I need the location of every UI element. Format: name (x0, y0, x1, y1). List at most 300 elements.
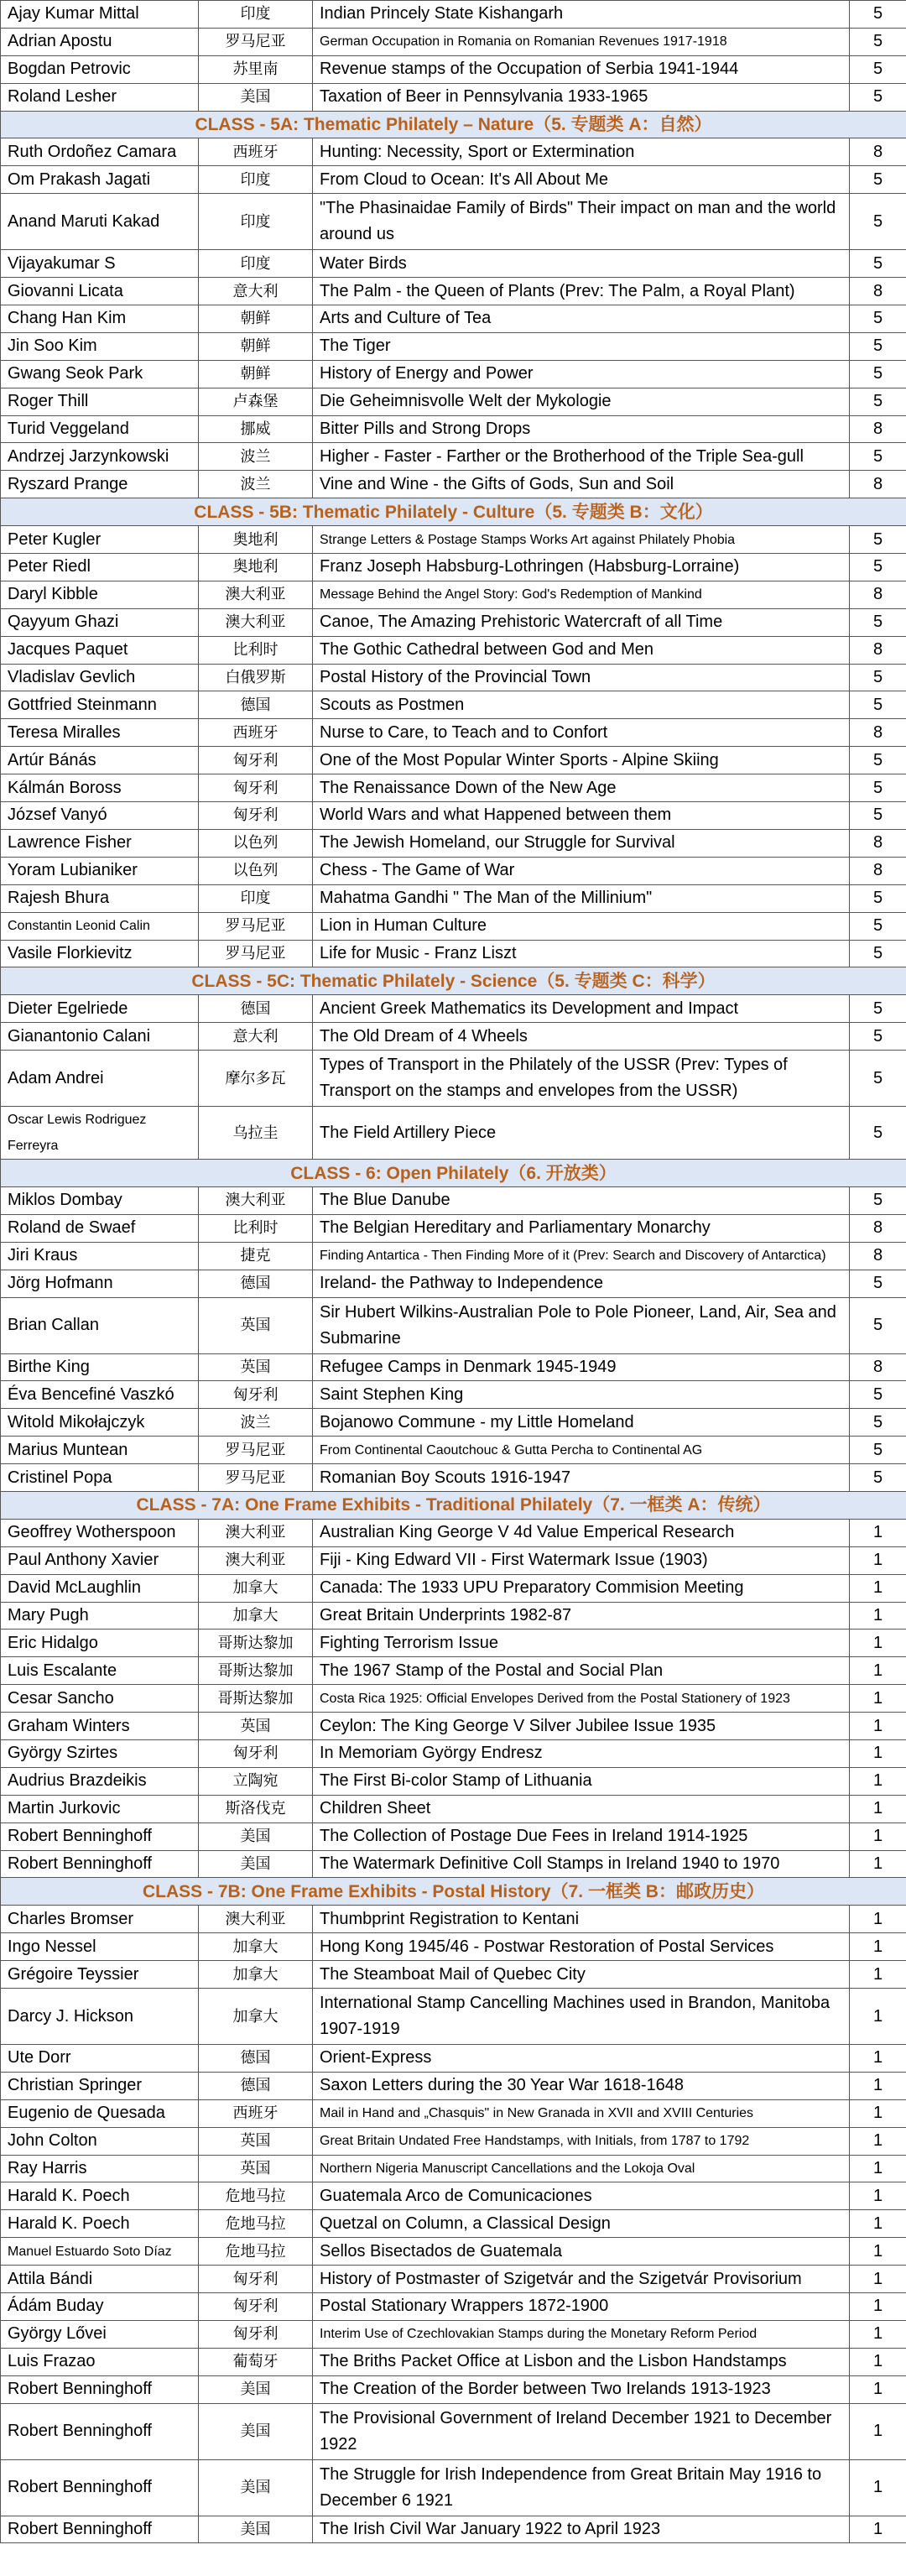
exhibitor-name: Qayyum Ghazi (1, 608, 199, 636)
exhibitor-country: 西班牙 (199, 138, 313, 166)
frame-count: 1 (850, 2375, 906, 2403)
exhibitor-name: John Colton (1, 2127, 199, 2155)
exhibitor-name: Chang Han Kim (1, 305, 199, 333)
exhibitor-country: 波兰 (199, 443, 313, 471)
exhibitor-name: Peter Riedl (1, 554, 199, 581)
exhibitor-country: 匈牙利 (199, 774, 313, 802)
exhibitor-country: 加拿大 (199, 1989, 313, 2045)
table-row (1, 1546, 906, 1574)
frame-count: 5 (850, 194, 906, 250)
exhibitor-country: 加拿大 (199, 1574, 313, 1602)
exhibit-title: Ancient Greek Mathematics its Development and Impact (313, 995, 850, 1023)
exhibitor-country: 比利时 (199, 636, 313, 664)
exhibitor-name: Robert Benninghoff (1, 1850, 199, 1878)
exhibit-title: The Belgian Hereditary and Parliamentary Monarchy (313, 1214, 850, 1242)
exhibit-title: The Renaissance Down of the New Age (313, 774, 850, 802)
exhibitor-country: 印度 (199, 250, 313, 278)
exhibitor-name: Ingo Nessel (1, 1933, 199, 1961)
class-header-label: CLASS - 5C: Thematic Philately - Science（5. 专题类 C：科学） (1, 967, 906, 995)
table-row (1, 1214, 906, 1242)
exhibitor-name: Daryl Kibble (1, 581, 199, 608)
frame-count: 1 (850, 2182, 906, 2210)
table-row (1, 1933, 906, 1961)
exhibitor-country: 印度 (199, 166, 313, 194)
table-row (1, 278, 906, 305)
exhibit-title: Postal Stationary Wrappers 1872-1900 (313, 2293, 850, 2321)
exhibitor-country: 危地马拉 (199, 2182, 313, 2210)
exhibitor-name: Paul Anthony Xavier (1, 1546, 199, 1574)
exhibitor-name: Jacques Paquet (1, 636, 199, 664)
exhibitor-name: Jörg Hofmann (1, 1270, 199, 1297)
table-row (1, 2045, 906, 2073)
exhibitor-name: Yoram Lubianiker (1, 857, 199, 884)
frame-count: 1 (850, 1546, 906, 1574)
exhibit-title: From Continental Caoutchouc & Gutta Percha to Continental AG (313, 1437, 850, 1464)
frame-count: 1 (850, 1657, 906, 1685)
exhibitor-name: Harald K. Poech (1, 2182, 199, 2210)
exhibitor-country: 英国 (199, 2127, 313, 2155)
table-row (1, 691, 906, 719)
table-row (1, 1023, 906, 1051)
exhibit-title: Romanian Boy Scouts 1916-1947 (313, 1464, 850, 1492)
frame-count: 5 (850, 664, 906, 691)
table-row (1, 857, 906, 884)
frame-count: 5 (850, 332, 906, 360)
exhibitor-country: 匈牙利 (199, 1381, 313, 1409)
exhibitor-country: 波兰 (199, 471, 313, 498)
exhibitor-country: 澳大利亚 (199, 608, 313, 636)
exhibitor-name: Brian Callan (1, 1297, 199, 1353)
exhibitor-name: Marius Muntean (1, 1437, 199, 1464)
table-row (1, 2375, 906, 2403)
exhibit-title: Taxation of Beer in Pennsylvania 1933-1965 (313, 83, 850, 111)
table-row (1, 2320, 906, 2348)
exhibit-title: The Briths Packet Office at Lisbon and the Lisbon Handstamps (313, 2348, 850, 2375)
class-header-label: CLASS - 7B: One Frame Exhibits - Postal History（7. 一框类 B：邮政历史） (1, 1878, 906, 1906)
exhibitor-country: 加拿大 (199, 1602, 313, 1630)
frame-count: 8 (850, 471, 906, 498)
frame-count: 5 (850, 28, 906, 55)
exhibitor-country: 斯洛伐克 (199, 1795, 313, 1822)
exhibitor-name: Rajesh Bhura (1, 884, 199, 912)
exhibit-title: Orient-Express (313, 2045, 850, 2073)
table-row (1, 1409, 906, 1437)
exhibitor-name: Harald K. Poech (1, 2210, 199, 2238)
exhibitor-country: 苏里南 (199, 55, 313, 83)
table-row (1, 2210, 906, 2238)
table-row (1, 995, 906, 1023)
table-row (1, 1630, 906, 1657)
exhibit-title: Refugee Camps in Denmark 1945-1949 (313, 1353, 850, 1381)
frame-count: 1 (850, 1795, 906, 1822)
exhibitor-country: 美国 (199, 83, 313, 111)
frame-count: 8 (850, 719, 906, 747)
exhibitor-name: Vladislav Gevlich (1, 664, 199, 691)
exhibitor-name: Dieter Egelriede (1, 995, 199, 1023)
exhibitor-name: Robert Benninghoff (1, 2459, 199, 2516)
exhibitor-country: 意大利 (199, 1023, 313, 1051)
exhibitor-country: 德国 (199, 2072, 313, 2099)
exhibitor-name: Mary Pugh (1, 1602, 199, 1630)
exhibit-title: Mail in Hand and „Chasquis" in New Granada in XVII and XVIII Centuries (313, 2099, 850, 2127)
exhibitor-country: 美国 (199, 1822, 313, 1850)
table-row (1, 1, 906, 29)
exhibitor-country: 加拿大 (199, 1961, 313, 1989)
frame-count: 5 (850, 1, 906, 29)
exhibitor-country: 立陶宛 (199, 1767, 313, 1795)
frame-count: 1 (850, 1630, 906, 1657)
table-row (1, 194, 906, 250)
exhibitor-country: 哥斯达黎加 (199, 1630, 313, 1657)
exhibit-title: Revenue stamps of the Occupation of Serbia 1941-1944 (313, 55, 850, 83)
table-row (1, 2266, 906, 2293)
table-row (1, 1795, 906, 1822)
table-row (1, 1906, 906, 1933)
exhibitor-name: Attila Bándi (1, 2266, 199, 2293)
frame-count: 1 (850, 1574, 906, 1602)
exhibitor-country: 德国 (199, 691, 313, 719)
table-row (1, 138, 906, 166)
table-row (1, 471, 906, 498)
exhibit-title: History of Postmaster of Szigetvár and the Szigetvár Provisorium (313, 2266, 850, 2293)
frame-count: 1 (850, 1519, 906, 1546)
table-row (1, 940, 906, 967)
exhibitor-name: György Szirtes (1, 1739, 199, 1767)
frame-count: 5 (850, 166, 906, 194)
exhibitor-name: Jin Soo Kim (1, 332, 199, 360)
table-row (1, 1297, 906, 1353)
frame-count: 8 (850, 1353, 906, 1381)
exhibit-title: From Cloud to Ocean: It's All About Me (313, 166, 850, 194)
exhibit-title: The First Bi-color Stamp of Lithuania (313, 1767, 850, 1795)
exhibitor-name: György Lővei (1, 2320, 199, 2348)
exhibit-title: Water Birds (313, 250, 850, 278)
exhibit-title: The Struggle for Irish Independence from Great Britain May 1916 to December 6 1921 (313, 2459, 850, 2516)
exhibitor-name: David McLaughlin (1, 1574, 199, 1602)
exhibit-title: Northern Nigeria Manuscript Cancellations and the Lokoja Oval (313, 2155, 850, 2182)
exhibit-title: Canoe, The Amazing Prehistoric Watercraft of all Time (313, 608, 850, 636)
table-row (1, 2238, 906, 2266)
table-row (1, 1051, 906, 1107)
frame-count: 5 (850, 747, 906, 774)
exhibit-title: Life for Music - Franz Liszt (313, 940, 850, 967)
exhibit-title: Bojanowo Commune - my Little Homeland (313, 1409, 850, 1437)
exhibitor-name: Grégoire Teyssier (1, 1961, 199, 1989)
exhibitor-name: Eric Hidalgo (1, 1630, 199, 1657)
table-row (1, 415, 906, 443)
exhibitor-name: Bogdan Petrovic (1, 55, 199, 83)
frame-count: 5 (850, 1107, 906, 1160)
exhibitor-name: Jiri Kraus (1, 1242, 199, 1270)
exhibitor-name: Roland de Swaef (1, 1214, 199, 1242)
frame-count: 1 (850, 1713, 906, 1740)
exhibit-title: International Stamp Cancelling Machines used in Brandon, Manitoba 1907-1919 (313, 1989, 850, 2045)
class-header-label: CLASS - 6: Open Philately（6. 开放类） (1, 1160, 906, 1187)
class-header-label: CLASS - 7A: One Frame Exhibits - Traditional Philately（7. 一框类 A：传统） (1, 1491, 906, 1519)
exhibitor-country: 匈牙利 (199, 802, 313, 830)
class-header-row (1, 1160, 906, 1187)
exhibitor-name: Geoffrey Wotherspoon (1, 1519, 199, 1546)
exhibit-title: Finding Antartica - Then Finding More of it (Prev: Search and Discovery of Antarctica) (313, 1242, 850, 1270)
exhibitor-name: Turid Veggeland (1, 415, 199, 443)
table-row (1, 2127, 906, 2155)
table-row (1, 829, 906, 857)
exhibitor-name: Miklos Dombay (1, 1186, 199, 1214)
exhibitor-name: Teresa Miralles (1, 719, 199, 747)
exhibitor-name: Gianantonio Calani (1, 1023, 199, 1051)
exhibitor-name: Ádám Buday (1, 2293, 199, 2321)
exhibit-title: Mahatma Gandhi " The Man of the Millinium" (313, 884, 850, 912)
exhibitor-name: Christian Springer (1, 2072, 199, 2099)
exhibit-title: The 1967 Stamp of the Postal and Social Plan (313, 1657, 850, 1685)
exhibitor-name: Graham Winters (1, 1713, 199, 1740)
exhibitor-country: 匈牙利 (199, 2320, 313, 2348)
table-row (1, 388, 906, 415)
exhibit-title: Saxon Letters during the 30 Year War 1618-1648 (313, 2072, 850, 2099)
frame-count: 1 (850, 2238, 906, 2266)
exhibitor-name: Luis Escalante (1, 1657, 199, 1685)
exhibitor-name: Vasile Florkievitz (1, 940, 199, 967)
exhibitor-country: 美国 (199, 2375, 313, 2403)
exhibitor-name: Adam Andrei (1, 1051, 199, 1107)
frame-count: 1 (850, 1685, 906, 1713)
table-row (1, 2293, 906, 2321)
table-row (1, 332, 906, 360)
table-row (1, 912, 906, 940)
exhibitor-name: Gottfried Steinmann (1, 691, 199, 719)
frame-count: 5 (850, 1297, 906, 1353)
frame-count: 1 (850, 2293, 906, 2321)
table-row (1, 250, 906, 278)
exhibitor-country: 葡萄牙 (199, 2348, 313, 2375)
exhibitor-country: 罗马尼亚 (199, 1437, 313, 1464)
frame-count: 8 (850, 138, 906, 166)
frame-count: 1 (850, 2155, 906, 2182)
frame-count: 5 (850, 1051, 906, 1107)
exhibit-title: Canada: The 1933 UPU Preparatory Commision Meeting (313, 1574, 850, 1602)
exhibitor-country: 匈牙利 (199, 1739, 313, 1767)
exhibitor-name: Giovanni Licata (1, 278, 199, 305)
frame-count: 5 (850, 1023, 906, 1051)
class-header-row (1, 111, 906, 138)
table-row (1, 664, 906, 691)
exhibitor-country: 以色列 (199, 829, 313, 857)
frame-count: 1 (850, 1989, 906, 2045)
exhibitor-country: 澳大利亚 (199, 1906, 313, 1933)
frame-count: 8 (850, 581, 906, 608)
exhibitor-name: Eugenio de Quesada (1, 2099, 199, 2127)
exhibit-title: Great Britain Undated Free Handstamps, with Initials, from 1787 to 1792 (313, 2127, 850, 2155)
exhibitor-name: Robert Benninghoff (1, 1822, 199, 1850)
exhibit-title: The Creation of the Border between Two Irelands 1913-1923 (313, 2375, 850, 2403)
table-row (1, 1574, 906, 1602)
exhibitor-country: 印度 (199, 194, 313, 250)
class-header-row (1, 498, 906, 526)
exhibitor-name: Robert Benninghoff (1, 2375, 199, 2403)
exhibitor-name: Darcy J. Hickson (1, 1989, 199, 2045)
table-row (1, 1767, 906, 1795)
exhibit-title: Interim Use of Czechlovakian Stamps during the Monetary Reform Period (313, 2320, 850, 2348)
table-row (1, 1381, 906, 1409)
exhibit-title: The Gothic Cathedral between God and Men (313, 636, 850, 664)
frame-count: 8 (850, 1214, 906, 1242)
exhibit-title: History of Energy and Power (313, 360, 850, 388)
exhibitor-name: Witold Mikołajczyk (1, 1409, 199, 1437)
table-row (1, 166, 906, 194)
exhibitor-country: 哥斯达黎加 (199, 1685, 313, 1713)
frame-count: 5 (850, 388, 906, 415)
table-row (1, 28, 906, 55)
exhibitor-name: Anand Maruti Kakad (1, 194, 199, 250)
frame-count: 1 (850, 1822, 906, 1850)
exhibit-title: Lion in Human Culture (313, 912, 850, 940)
table-row (1, 2155, 906, 2182)
exhibitor-name: Adrian Apostu (1, 28, 199, 55)
table-row (1, 55, 906, 83)
table-row (1, 636, 906, 664)
table-row (1, 443, 906, 471)
exhibitor-name: Audrius Brazdeikis (1, 1767, 199, 1795)
table-row (1, 2072, 906, 2099)
table-row (1, 526, 906, 554)
exhibit-title: The Tiger (313, 332, 850, 360)
frame-count: 5 (850, 1186, 906, 1214)
frame-count: 1 (850, 1850, 906, 1878)
frame-count: 5 (850, 691, 906, 719)
class-header-row (1, 1878, 906, 1906)
exhibit-title: Quetzal on Column, a Classical Design (313, 2210, 850, 2238)
exhibit-title: Saint Stephen King (313, 1381, 850, 1409)
exhibitor-country: 加拿大 (199, 1933, 313, 1961)
exhibit-title: Thumbprint Registration to Kentani (313, 1906, 850, 1933)
frame-count: 1 (850, 2045, 906, 2073)
table-row (1, 554, 906, 581)
exhibitor-country: 英国 (199, 1713, 313, 1740)
exhibit-title: Great Britain Underprints 1982-87 (313, 1602, 850, 1630)
frame-count: 1 (850, 2403, 906, 2459)
exhibitor-name: Cesar Sancho (1, 1685, 199, 1713)
table-row (1, 1685, 906, 1713)
exhibitor-country: 美国 (199, 1850, 313, 1878)
exhibit-title: Strange Letters & Postage Stamps Works Art against Philately Phobia (313, 526, 850, 554)
exhibitor-country: 奥地利 (199, 526, 313, 554)
frame-count: 1 (850, 2072, 906, 2099)
frame-count: 1 (850, 1961, 906, 1989)
exhibitor-country: 德国 (199, 2045, 313, 2073)
frame-count: 5 (850, 1437, 906, 1464)
frame-count: 5 (850, 774, 906, 802)
frame-count: 5 (850, 83, 906, 111)
table-row (1, 1519, 906, 1546)
exhibit-title: Fighting Terrorism Issue (313, 1630, 850, 1657)
table-row (1, 1437, 906, 1464)
exhibit-title: Children Sheet (313, 1795, 850, 1822)
exhibitor-name: József Vanyó (1, 802, 199, 830)
exhibitor-country: 乌拉圭 (199, 1107, 313, 1160)
exhibitor-country: 德国 (199, 1270, 313, 1297)
table-row (1, 83, 906, 111)
table-row (1, 1850, 906, 1878)
exhibitor-name: Constantin Leonid Calin (1, 912, 199, 940)
exhibit-title: Die Geheimnisvolle Welt der Mykologie (313, 388, 850, 415)
exhibitor-country: 澳大利亚 (199, 1546, 313, 1574)
exhibit-title: Franz Joseph Habsburg-Lothringen (Habsburg-Lorraine) (313, 554, 850, 581)
exhibit-title: The Blue Danube (313, 1186, 850, 1214)
exhibit-title: In Memoriam György Endresz (313, 1739, 850, 1767)
exhibit-title: Arts and Culture of Tea (313, 305, 850, 333)
exhibit-title: Hunting: Necessity, Sport or Extermination (313, 138, 850, 166)
exhibitor-country: 匈牙利 (199, 747, 313, 774)
frame-count: 5 (850, 1464, 906, 1492)
exhibitor-country: 澳大利亚 (199, 581, 313, 608)
exhibit-title: Ireland- the Pathway to Independence (313, 1270, 850, 1297)
exhibitor-country: 意大利 (199, 278, 313, 305)
table-row (1, 1107, 906, 1160)
exhibit-title: Sir Hubert Wilkins-Australian Pole to Pole Pioneer, Land, Air, Sea and Submarine (313, 1297, 850, 1353)
exhibit-title: World Wars and what Happened between them (313, 802, 850, 830)
exhibitor-name: Peter Kugler (1, 526, 199, 554)
table-row (1, 2182, 906, 2210)
table-row (1, 802, 906, 830)
exhibitor-name: Ray Harris (1, 2155, 199, 2182)
exhibitor-country: 西班牙 (199, 2099, 313, 2127)
exhibit-title: Message Behind the Angel Story: God's Redemption of Mankind (313, 581, 850, 608)
frame-count: 1 (850, 2210, 906, 2238)
table-row (1, 1464, 906, 1492)
exhibitor-country: 朝鲜 (199, 332, 313, 360)
exhibit-title: German Occupation in Romania on Romanian Revenues 1917-1918 (313, 28, 850, 55)
exhibitor-country: 罗马尼亚 (199, 912, 313, 940)
exhibit-title: One of the Most Popular Winter Sports - Alpine Skiing (313, 747, 850, 774)
exhibitor-name: Andrzej Jarzynkowski (1, 443, 199, 471)
frame-count: 8 (850, 636, 906, 664)
table-row (1, 360, 906, 388)
exhibitor-country: 摩尔多瓦 (199, 1051, 313, 1107)
exhibitor-country: 卢森堡 (199, 388, 313, 415)
table-row (1, 747, 906, 774)
exhibitor-country: 波兰 (199, 1409, 313, 1437)
frame-count: 5 (850, 940, 906, 967)
exhibit-title: Types of Transport in the Philately of the USSR (Prev: Types of Transport on the stamps and envelopes from the USSR) (313, 1051, 850, 1107)
exhibitor-country: 罗马尼亚 (199, 28, 313, 55)
exhibitor-name: Vijayakumar S (1, 250, 199, 278)
exhibitor-country: 罗马尼亚 (199, 1464, 313, 1492)
exhibitor-name: Om Prakash Jagati (1, 166, 199, 194)
frame-count: 5 (850, 554, 906, 581)
exhibitor-name: Éva Bencefiné Vaszkó (1, 1381, 199, 1409)
exhibitor-country: 匈牙利 (199, 2293, 313, 2321)
exhibitor-country: 德国 (199, 995, 313, 1023)
exhibitor-country: 比利时 (199, 1214, 313, 1242)
exhibitor-name: Lawrence Fisher (1, 829, 199, 857)
exhibit-list-body (1, 1, 906, 2543)
exhibitor-name: Oscar Lewis Rodriguez Ferreyra (1, 1107, 199, 1160)
frame-count: 5 (850, 802, 906, 830)
exhibitor-name: Luis Frazao (1, 2348, 199, 2375)
frame-count: 5 (850, 608, 906, 636)
exhibitor-country: 美国 (199, 2403, 313, 2459)
exhibitor-country: 西班牙 (199, 719, 313, 747)
exhibitor-country: 美国 (199, 2516, 313, 2543)
exhibitor-country: 印度 (199, 1, 313, 29)
exhibitor-country: 危地马拉 (199, 2210, 313, 2238)
frame-count: 5 (850, 526, 906, 554)
frame-count: 1 (850, 2266, 906, 2293)
frame-count: 1 (850, 2127, 906, 2155)
exhibitor-country: 英国 (199, 2155, 313, 2182)
frame-count: 1 (850, 2099, 906, 2127)
exhibitor-name: Ajay Kumar Mittal (1, 1, 199, 29)
